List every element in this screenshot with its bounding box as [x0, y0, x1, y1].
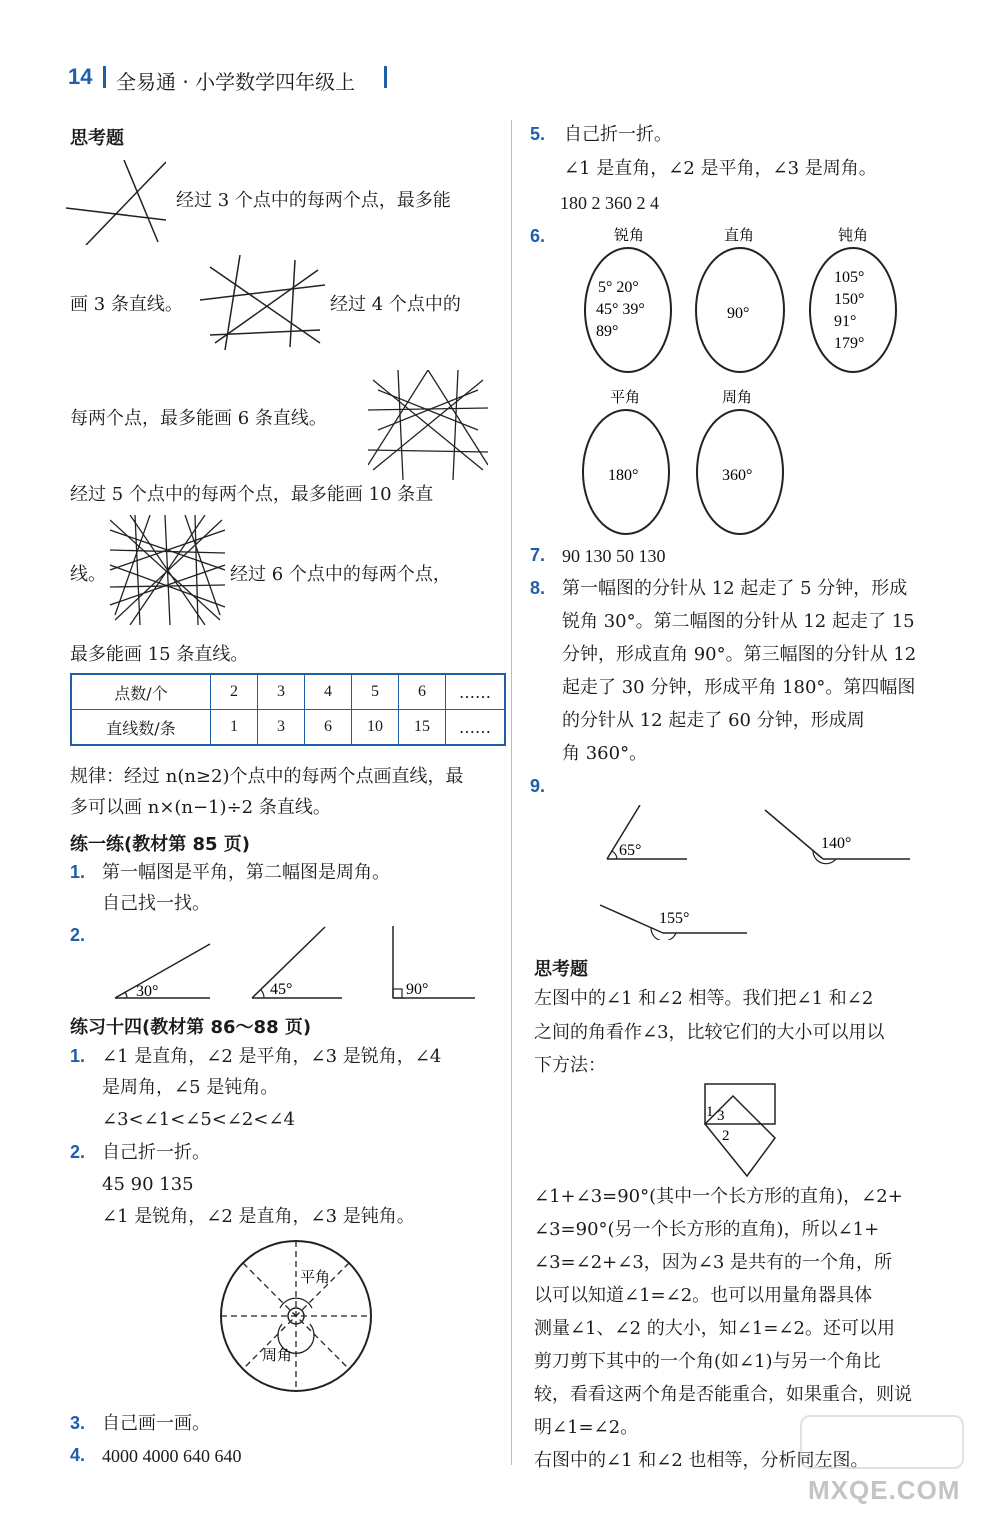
table-cell: ……: [446, 674, 506, 710]
e3-number: 3.: [70, 1413, 86, 1433]
e2-line3: ∠1 是锐角，∠2 是直角，∠3 是钝角。: [102, 1206, 415, 1227]
obtuse-value-2: 150°: [834, 291, 865, 308]
oval-label-straight: 平角: [610, 388, 641, 406]
column-divider: [511, 120, 512, 1465]
folded-circle-figure: [218, 1238, 374, 1394]
think-line4: ∠1+∠3=90°(其中一个长方形的直角)，∠2+: [534, 1186, 903, 1207]
table-cell: 1: [211, 710, 258, 746]
points-lines-table: [70, 673, 506, 746]
e2-line1: 自己折一折。: [102, 1142, 210, 1163]
left-line6: 最多能画 15 条直线。: [70, 644, 249, 665]
e1-number: 1.: [70, 1046, 86, 1066]
page-number: 14: [68, 64, 93, 89]
table-cell: 6: [399, 674, 446, 710]
p1-text: 第一幅图是平角，第二幅图是周角。: [102, 862, 390, 883]
table-row: [71, 710, 505, 746]
r5-line2: ∠1 是直角，∠2 是平角，∠3 是周角。: [564, 158, 877, 179]
e4-number: 4.: [70, 1445, 86, 1465]
obtuse-value-4: 179°: [834, 335, 865, 352]
table-cell: 点数/个: [71, 674, 211, 710]
table-cell: 直线数/条: [71, 710, 211, 746]
r8-line3: 分钟，形成直角 90°。第三幅图的分针从 12: [562, 644, 917, 665]
think-line6: ∠3=∠2+∠3，因为∠3 是共有的一个角，所: [534, 1252, 893, 1273]
r7-number: 7.: [530, 545, 546, 565]
left-line2a: 画 3 条直线。: [70, 294, 183, 315]
table-cell: 15: [399, 710, 446, 746]
four-points-lines-figure: [200, 255, 325, 350]
acute-values-row1: 5° 20°: [598, 279, 639, 296]
six-points-lines-figure: [110, 515, 225, 625]
r8-number: 8.: [530, 578, 546, 598]
fig-label-3: 3: [717, 1108, 725, 1124]
left-line5b: 经过 6 个点中的每两个点，: [230, 564, 451, 585]
r5-number: 5.: [530, 124, 546, 144]
angle-classification-ovals: [570, 222, 910, 542]
r5-line1: 自己折一折。: [564, 124, 672, 145]
r8-line5: 的分针从 12 起走了 60 分钟，形成周: [562, 710, 865, 731]
full-angle-value: 360°: [722, 467, 753, 484]
rule-line1: 规律：经过 n(n≥2)个点中的每两个点画直线，最: [70, 766, 464, 787]
r8-line4: 起走了 30 分钟，形成平角 180°。第四幅图: [562, 677, 916, 698]
watermark-logo: [800, 1415, 964, 1469]
circle-bottom-label: 周角: [262, 1346, 293, 1364]
table-cell: 10: [352, 710, 399, 746]
left-line5a: 线。: [70, 564, 106, 585]
three-points-lines-figure: [66, 160, 166, 245]
think-line10: 较，看看这两个角是否能重合，如果重合，则说: [534, 1384, 912, 1405]
angle-label: 155°: [659, 910, 690, 927]
five-points-lines-figure: [368, 370, 488, 480]
fig-label-1: 1: [706, 1104, 714, 1120]
p2-number: 2.: [70, 925, 86, 945]
think-line7: 以可以知道∠1=∠2。也可以用量角器具体: [534, 1285, 873, 1306]
e3-text: 自己画一画。: [102, 1413, 210, 1434]
think-line8: 测量∠1、∠2 的大小，知∠1=∠2。还可以用: [534, 1318, 895, 1339]
table-cell: ……: [446, 710, 506, 746]
r6-number: 6.: [530, 226, 546, 246]
oval-label-obtuse: 钝角: [838, 226, 869, 244]
obtuse-value-1: 105°: [834, 269, 865, 286]
table-cell: 4: [305, 674, 352, 710]
r8-line6: 角 360°。: [562, 743, 648, 764]
left-thinking-title: 思考题: [70, 128, 124, 149]
practice-title: 练一练(教材第 85 页): [70, 834, 251, 855]
table-cell: 2: [211, 674, 258, 710]
left-line3: 每两个点，最多能画 6 条直线。: [70, 408, 327, 429]
think-line3: 下方法：: [534, 1055, 606, 1076]
think-line11: 明∠1=∠2。: [534, 1417, 639, 1438]
e1-line3: ∠3<∠1<∠5<∠2<∠4: [102, 1109, 295, 1130]
right-angle-value: 90°: [727, 305, 750, 322]
acute-values-row3: 89°: [596, 323, 619, 340]
angle-label: 30°: [136, 983, 159, 1000]
rule-line2: 多可以画 n×(n−1)÷2 条直线。: [70, 797, 331, 818]
think-line2: 之间的角看作∠3，比较它们的大小可以用以: [534, 1022, 885, 1043]
oval-label-acute: 锐角: [614, 226, 645, 244]
e2-number: 2.: [70, 1142, 86, 1162]
e4-text: 4000 4000 640 640: [102, 1446, 242, 1466]
angle-label: 140°: [821, 835, 852, 852]
think-line9: 剪刀剪下其中的一个角(如∠1)与另一个角比: [534, 1351, 881, 1372]
header-bar-right: [384, 66, 387, 88]
r7-text: 90 130 50 130: [562, 546, 666, 566]
p1-text2: 自己找一找。: [102, 893, 210, 914]
exercise14-title: 练习十四(教材第 86～88 页): [70, 1017, 312, 1038]
left-line4: 经过 5 个点中的每两个点，最多能画 10 条直: [70, 484, 434, 505]
table-cell: 6: [305, 710, 352, 746]
e1-line1: ∠1 是直角，∠2 是平角，∠3 是锐角，∠4: [102, 1046, 442, 1067]
watermark-text: MXQE.COM: [808, 1475, 961, 1505]
circle-top-label: 平角: [300, 1268, 331, 1286]
angle-label: 90°: [406, 981, 429, 998]
obtuse-value-3: 91°: [834, 313, 857, 330]
angle-label: 45°: [270, 981, 293, 998]
practice-angles-figure: [110, 922, 490, 1004]
oval-label-full: 周角: [722, 388, 753, 406]
think-line5: ∠3=90°(另一个长方形的直角)，所以∠1+: [534, 1219, 880, 1240]
think-line12: 右图中的∠1 和∠2 也相等，分析同左图。: [534, 1450, 869, 1471]
acute-values-row2: 45° 39°: [596, 301, 645, 318]
r8-line1: 第一幅图的分针从 12 起走了 5 分钟，形成: [562, 578, 908, 599]
angle-label: 65°: [619, 842, 642, 859]
r5-line3: 180 2 360 2 4: [560, 193, 659, 213]
header-title: 全易通 · 小学数学四年级上: [116, 70, 356, 94]
left-line2b: 经过 4 个点中的: [330, 294, 461, 315]
r9-number: 9.: [530, 776, 546, 796]
right-thinking-title: 思考题: [534, 959, 588, 980]
table-cell: 3: [258, 710, 305, 746]
p1-number: 1.: [70, 862, 86, 882]
e2-line2: 45 90 135: [102, 1174, 194, 1195]
left-line1: 经过 3 个点中的每两个点，最多能: [176, 190, 451, 211]
table-cell: 3: [258, 674, 305, 710]
table-cell: 5: [352, 674, 399, 710]
overlapping-rectangles-figure: [700, 1080, 780, 1180]
fig-label-2: 2: [722, 1128, 730, 1144]
r8-line2: 锐角 30°。第二幅图的分针从 12 起走了 15: [562, 611, 915, 632]
table-row: [71, 674, 505, 710]
measured-angles-figure: [595, 805, 915, 940]
header-bar-left: [103, 66, 106, 88]
straight-angle-value: 180°: [608, 467, 639, 484]
oval-label-right: 直角: [724, 226, 755, 244]
think-line1: 左图中的∠1 和∠2 相等。我们把∠1 和∠2: [534, 988, 874, 1009]
e1-line2: 是周角，∠5 是钝角。: [102, 1077, 279, 1098]
